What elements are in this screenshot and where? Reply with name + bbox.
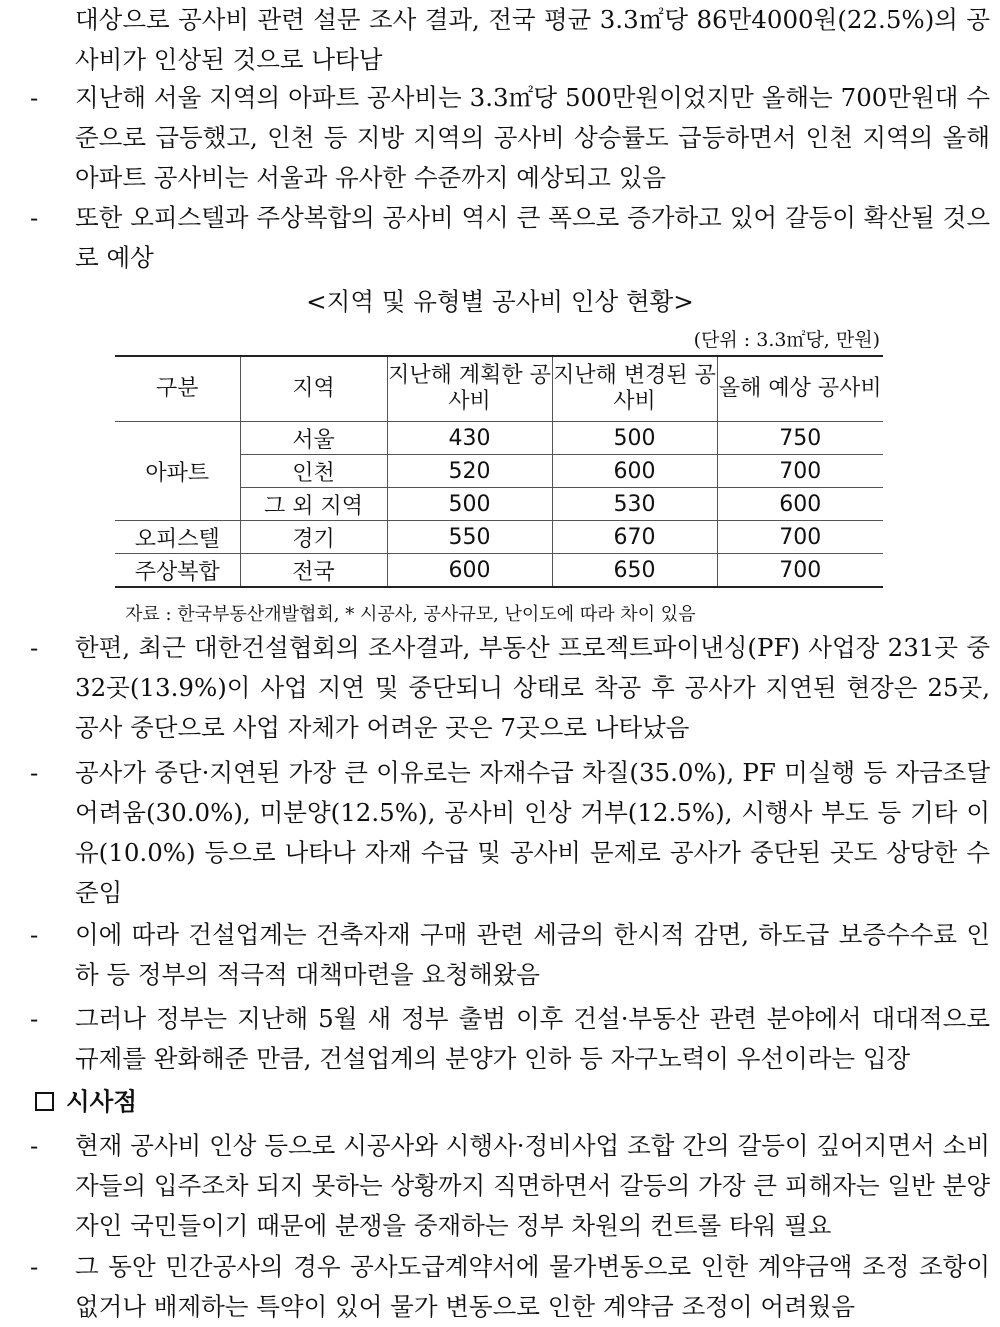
cell-expected: 700 (717, 455, 883, 488)
header-planned: 지난해 계획한 공사비 (387, 356, 552, 422)
paragraph-text: 이에 따라 건설업계는 건축자재 구매 관련 세금의 한시적 감면, 하도급 보증수수료 인하 등 정부의 적극적 대책마련을 요청해왔음 (75, 920, 990, 989)
paragraph-text: 한편, 최근 대한건설협회의 조사결과, 부동산 프로젝트파이낸싱(PF) 사업장 231곳 중 32곳(13.9%)이 사업 지연 및 중단되니 상태로 착공 후 공사가 지연된 현장은 25곳, 공사 중단으로 사업 자체가 어려운 곳은 7곳으로 나타났음 (75, 633, 990, 742)
cell-region: 경기 (240, 521, 387, 554)
paragraph-text: 또한 오피스텔과 주상복합의 공사비 역시 큰 폭으로 증가하고 있어 갈등이 확산될 것으로 예상 (75, 203, 990, 272)
section-heading-text: 시사점 (66, 1087, 138, 1116)
group-mixed-use: 주상복합 (115, 554, 240, 588)
cell-planned: 600 (387, 554, 552, 588)
table-row (115, 554, 883, 588)
group-officetel: 오피스텔 (115, 521, 240, 554)
cell-changed: 530 (552, 488, 717, 521)
table-header-row (115, 356, 883, 422)
table-row (115, 422, 883, 455)
cell-region: 서울 (240, 422, 387, 455)
cell-planned: 500 (387, 488, 552, 521)
paragraph-intro-continuation (30, 0, 990, 80)
cell-region: 인천 (240, 455, 387, 488)
paragraph-text: 현재 공사비 인상 등으로 시공사와 시행사·정비사업 조합 간의 갈등이 깊어지면서 소비자들의 입주조차 되지 못하는 상황까지 직면하면서 갈등의 가장 큰 피해자는 일반 분양자인 국민들이기 때문에 분쟁을 중재하는 정부 차원의 컨트롤 타워 필요 (75, 1131, 990, 1240)
paragraph-text: 지난해 서울 지역의 아파트 공사비는 3.3㎡당 500만원이었지만 올해는 700만원대 수준으로 급등했고, 인천 등 지방 지역의 공사비 상승률도 급등하면서 인천 지역의 올해 아파트 공사비는 서울과 유사한 수준까지 예상되고 있음 (75, 83, 990, 192)
cell-changed: 500 (552, 422, 717, 455)
cost-table (115, 355, 883, 588)
table-title: <지역 및 유형별 공사비 인상 현황> (306, 287, 694, 316)
paragraph-implication-contract (30, 1247, 990, 1327)
paragraph-text: 그러나 정부는 지난해 5월 새 정부 출범 이후 건설·부동산 관련 분야에서 대대적으로 규제를 완화해준 만큼, 건설업계의 분양가 인하 등 자구노력이 우선이라는 입장 (75, 1004, 990, 1073)
paragraph-government-stance (30, 999, 990, 1079)
paragraph-seoul-cost (30, 78, 990, 198)
table-row (115, 521, 883, 554)
paragraph-officetel (30, 198, 990, 278)
bullet-marker: - (30, 203, 39, 232)
cell-expected: 700 (717, 521, 883, 554)
paragraph-implication-control-tower (30, 1126, 990, 1246)
bullet-marker: - (30, 83, 39, 112)
paragraph-suspension-reasons (30, 753, 990, 913)
cell-planned: 430 (387, 422, 552, 455)
header-category: 구분 (115, 356, 240, 422)
cell-region: 전국 (240, 554, 387, 588)
checkbox-square-icon (35, 1092, 54, 1111)
header-changed: 지난해 변경된 공사비 (552, 356, 717, 422)
bullet-marker: - (30, 1252, 39, 1281)
header-expected: 올해 예상 공사비 (717, 356, 883, 422)
cell-changed: 650 (552, 554, 717, 588)
paragraph-text: 공사가 중단·지연된 가장 큰 이유로는 자재수급 차질(35.0%), PF 미실행 등 자금조달 어려움(30.0%), 미분양(12.5%), 공사비 인상 거부(12.5%), 시행사 부도 등 기타 이유(10.0%) 등으로 나타나 자재 수급 및 공사비 문제로 공사가 중단된 곳도 상당한 수준임 (75, 758, 990, 907)
bullet-marker: - (30, 1004, 39, 1033)
group-apartment: 아파트 (115, 422, 240, 521)
cell-changed: 670 (552, 521, 717, 554)
bullet-marker: - (30, 758, 39, 787)
header-region: 지역 (240, 356, 387, 422)
cell-expected: 700 (717, 554, 883, 588)
bullet-marker: - (30, 1131, 39, 1160)
table-unit: (단위 : 3.3㎡당, 만원) (693, 329, 880, 351)
cell-changed: 600 (552, 455, 717, 488)
bullet-marker: - (30, 920, 39, 949)
cell-expected: 600 (717, 488, 883, 521)
section-heading (35, 1083, 137, 1118)
paragraph-industry-request (30, 915, 990, 995)
cell-region: 그 외 지역 (240, 488, 387, 521)
cell-planned: 520 (387, 455, 552, 488)
paragraph-text: 대상으로 공사비 관련 설문 조사 결과, 전국 평균 3.3㎡당 86만4000원(22.5%)의 공사비가 인상된 것으로 나타남 (75, 5, 990, 74)
cell-expected: 750 (717, 422, 883, 455)
table-source-note: 자료 : 한국부동산개발협회, * 시공사, 공사규모, 난이도에 따라 차이 있음 (125, 604, 696, 625)
paragraph-text: 그 동안 민간공사의 경우 공사도급계약서에 물가변동으로 인한 계약금액 조정 조항이 없거나 배제하는 특약이 있어 물가 변동으로 인한 계약금 조정이 어려웠음 (75, 1252, 990, 1321)
cell-planned: 550 (387, 521, 552, 554)
paragraph-pf-survey (30, 628, 990, 748)
bullet-marker: - (30, 633, 39, 662)
